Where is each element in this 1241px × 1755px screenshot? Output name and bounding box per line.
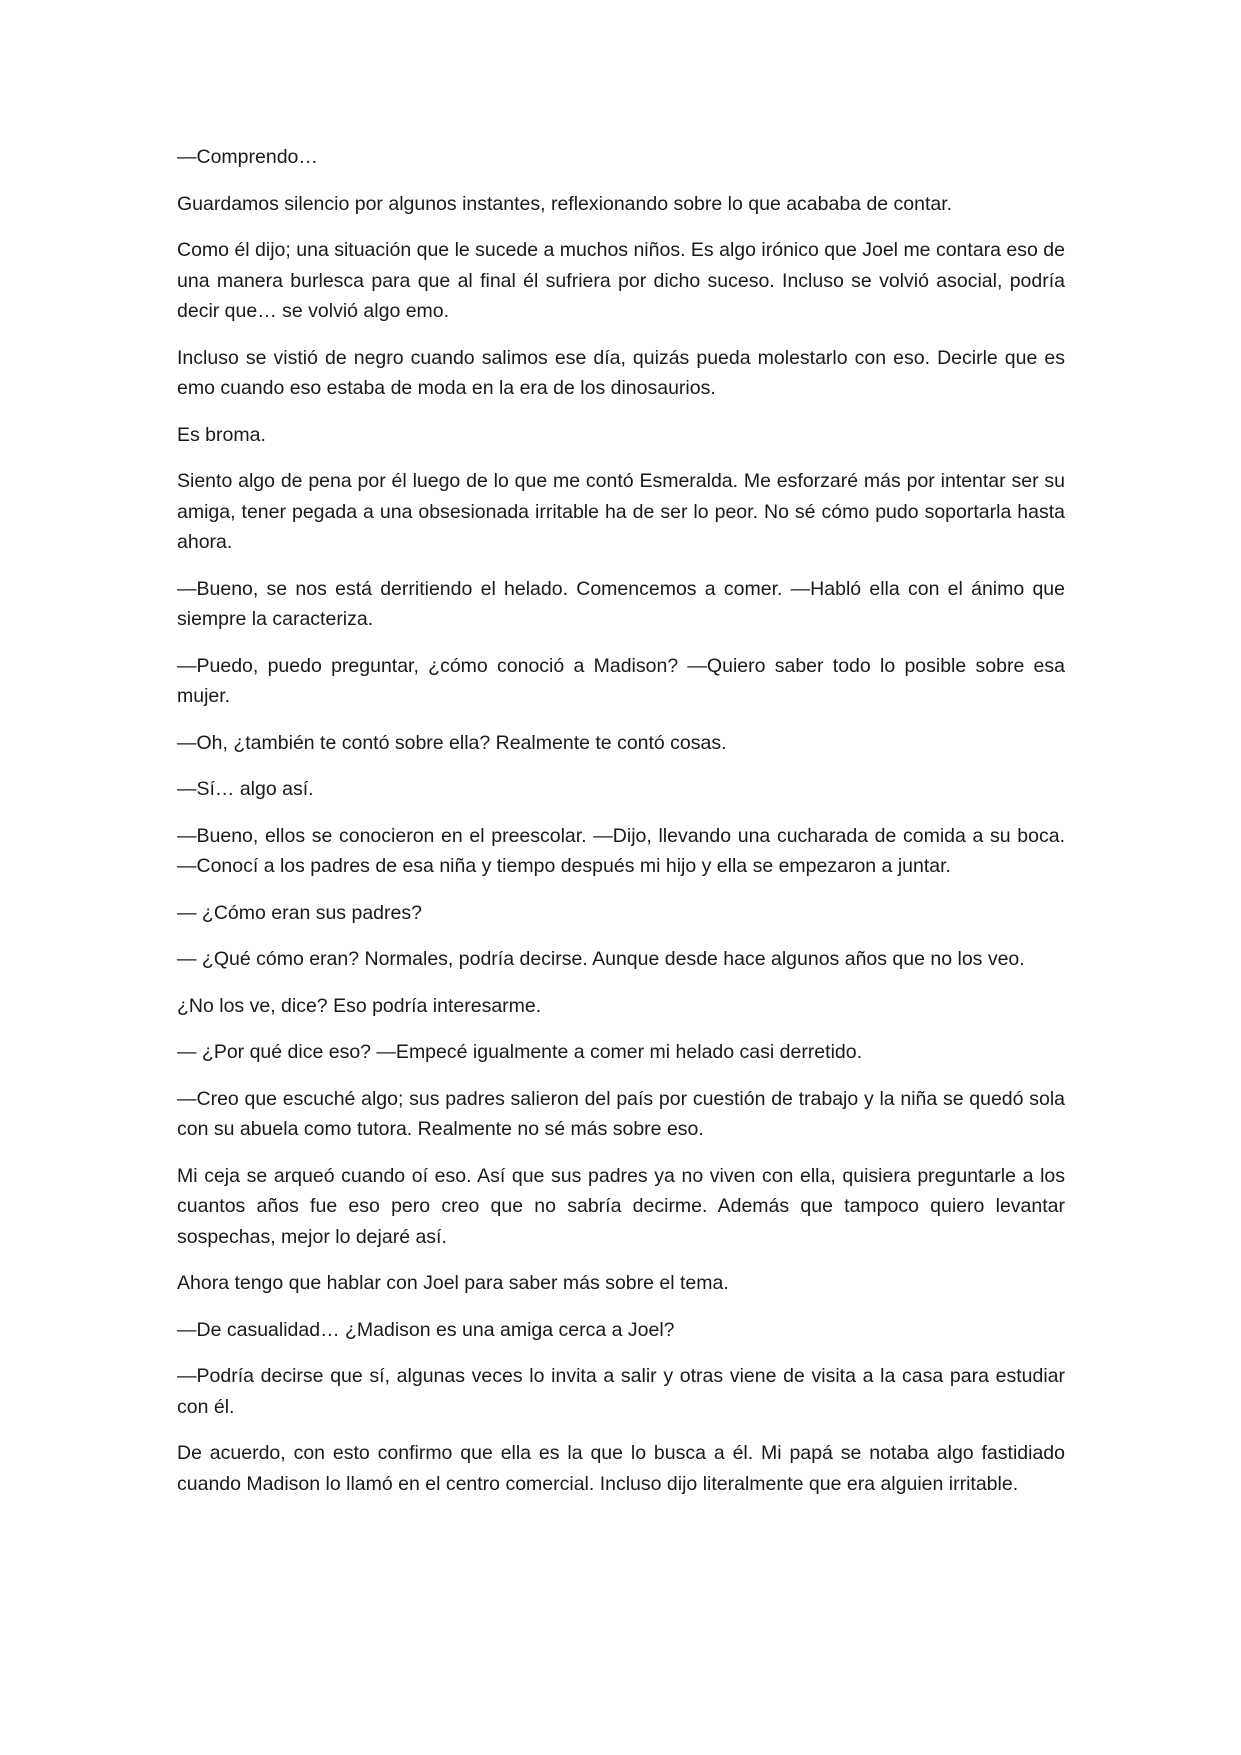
paragraph: —De casualidad… ¿Madison es una amiga cerca a Joel? bbox=[177, 1318, 675, 1341]
paragraph: —Bueno, ellos se conocieron en el preescolar. —Dijo, llevando una cucharada de comida a su boca. —Conocí a los padres de esa niña y tiempo después mi hijo y ella se empezaron a juntar. bbox=[177, 824, 1065, 877]
paragraph: Siento algo de pena por él luego de lo que me contó Esmeralda. Me esforzaré más por intentar ser su amiga, tener pegada a una obsesionada irritable ha de ser lo peor. No sé cómo pudo soportarla hasta ahora. bbox=[177, 470, 1065, 553]
paragraph: Como él dijo; una situación que le sucede a muchos niños. Es algo irónico que Joel me contara eso de una manera burlesca para que al final él sufriera por dicho suceso. Incluso se volvió asocial, podría decir que… se volvió algo emo. bbox=[177, 239, 1065, 322]
paragraph: —Bueno, se nos está derritiendo el helado. Comencemos a comer. —Habló ella con el ánimo que siempre la caracteriza. bbox=[177, 577, 1065, 630]
document-body bbox=[177, 142, 1065, 1515]
paragraph: ¿No los ve, dice? Eso podría interesarme. bbox=[177, 994, 542, 1017]
paragraph: —Creo que escuché algo; sus padres salieron del país por cuestión de trabajo y la niña se quedó sola con su abuela como tutora. Realmente no sé más sobre eso. bbox=[177, 1087, 1065, 1140]
paragraph: —Podría decirse que sí, algunas veces lo invita a salir y otras viene de visita a la casa para estudiar con él. bbox=[177, 1365, 1065, 1418]
paragraph: Incluso se vistió de negro cuando salimos ese día, quizás pueda molestarlo con eso. Decirle que es emo cuando eso estaba de moda en la era de los dinosaurios. bbox=[177, 346, 1065, 399]
paragraph: Es broma. bbox=[177, 423, 266, 446]
paragraph: —Puedo, puedo preguntar, ¿cómo conoció a Madison? —Quiero saber todo lo posible sobre esa mujer. bbox=[177, 654, 1065, 707]
paragraph: — ¿Por qué dice eso? —Empecé igualmente a comer mi helado casi derretido. bbox=[177, 1041, 863, 1063]
paragraph: De acuerdo, con esto confirmo que ella es la que lo busca a él. Mi papá se notaba algo fastidiado cuando Madison lo llamó en el centro comercial. Incluso dijo literalmente que era alguien irritable. bbox=[177, 1442, 1065, 1495]
paragraph: — ¿Qué cómo eran? Normales, podría decirse. Aunque desde hace algunos años que no los veo. bbox=[177, 948, 1025, 970]
paragraph: Ahora tengo que hablar con Joel para saber más sobre el tema. bbox=[177, 1272, 729, 1294]
paragraph: Guardamos silencio por algunos instantes, reflexionando sobre lo que acababa de contar. bbox=[177, 192, 953, 215]
paragraph: — ¿Cómo eran sus padres? bbox=[177, 901, 422, 924]
paragraph: Mi ceja se arqueó cuando oí eso. Así que sus padres ya no viven con ella, quisiera preguntarle a los cuantos años fue eso pero creo que no sabría decirme. Además que tampoco quiero levantar sospechas, mejor lo dejaré así. bbox=[177, 1164, 1065, 1248]
paragraph: —Oh, ¿también te contó sobre ella? Realmente te contó cosas. bbox=[177, 731, 727, 754]
paragraph: —Sí… algo así. bbox=[177, 778, 314, 800]
paragraph: —Comprendo… bbox=[177, 146, 318, 168]
